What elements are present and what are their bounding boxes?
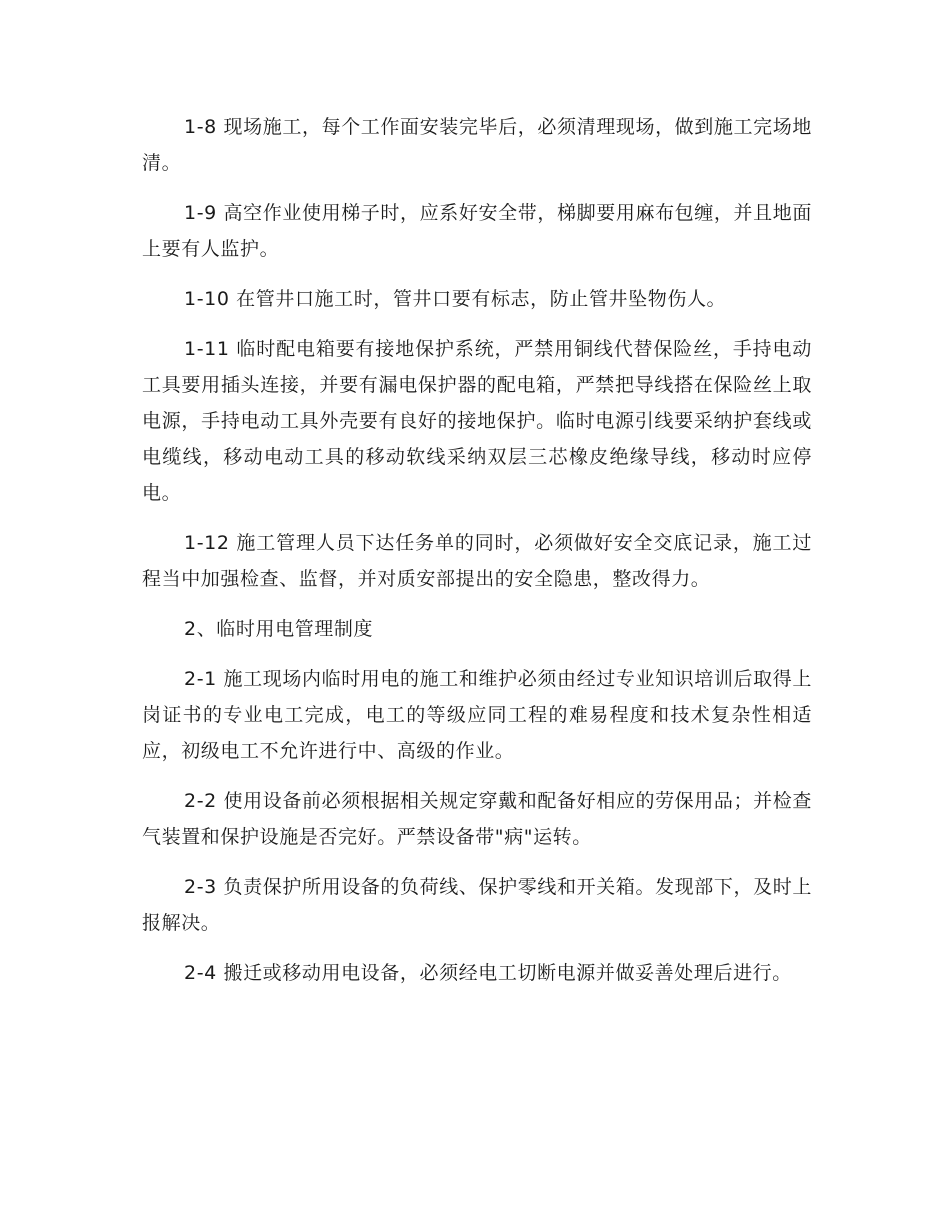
paragraph-2-3: 2-3 负责保护所用设备的负荷线、保护零线和开关箱。发现部下，及时上报解决。	[142, 876, 812, 934]
paragraph-1-8: 1-8 现场施工，每个工作面安装完毕后，必须清理现场，做到施工完场地清。	[142, 116, 812, 174]
paragraph-1-12: 1-12 施工管理人员下达任务单的同时，必须做好安全交底记录，施工过程当中加强检查、监督，并对质安部提出的安全隐患，整改得力。	[142, 532, 812, 590]
paragraph-1-9: 1-9 高空作业使用梯子时，应系好安全带，梯脚要用麻布包缠，并且地面上要有人监护。	[142, 202, 812, 260]
paragraph-2-2: 2-2 使用设备前必须根据相关规定穿戴和配备好相应的劳保用品；并检查气装置和保护设施是否完好。严禁设备带"病"运转。	[142, 790, 812, 848]
paragraph-2-4: 2-4 搬迁或移动用电设备，必须经电工切断电源并做妥善处理后进行。	[184, 962, 792, 984]
section-heading-2: 2、临时用电管理制度	[184, 618, 374, 640]
paragraph-1-11: 1-11 临时配电箱要有接地保护系统，严禁用铜线代替保险丝，手持电动工具要用插头连接，并要有漏电保护器的配电箱，严禁把导线搭在保险丝上取电源，手持电动工具外壳要有良好的接地保护。临时电源引线要采纳护套线或电缆线，移动电动工具的移动软线采纳双层三芯橡皮绝缘导线，移动时应停电。	[142, 338, 812, 504]
paragraph-1-10: 1-10 在管井口施工时，管井口要有标志，防止管井坠物伤人。	[184, 288, 727, 310]
document-page	[142, 109, 812, 1005]
paragraph-2-1: 2-1 施工现场内临时用电的施工和维护必须由经过专业知识培训后取得上岗证书的专业电工完成，电工的等级应同工程的难易程度和技术复杂性相适应，初级电工不允许进行中、高级的作业。	[142, 668, 812, 762]
